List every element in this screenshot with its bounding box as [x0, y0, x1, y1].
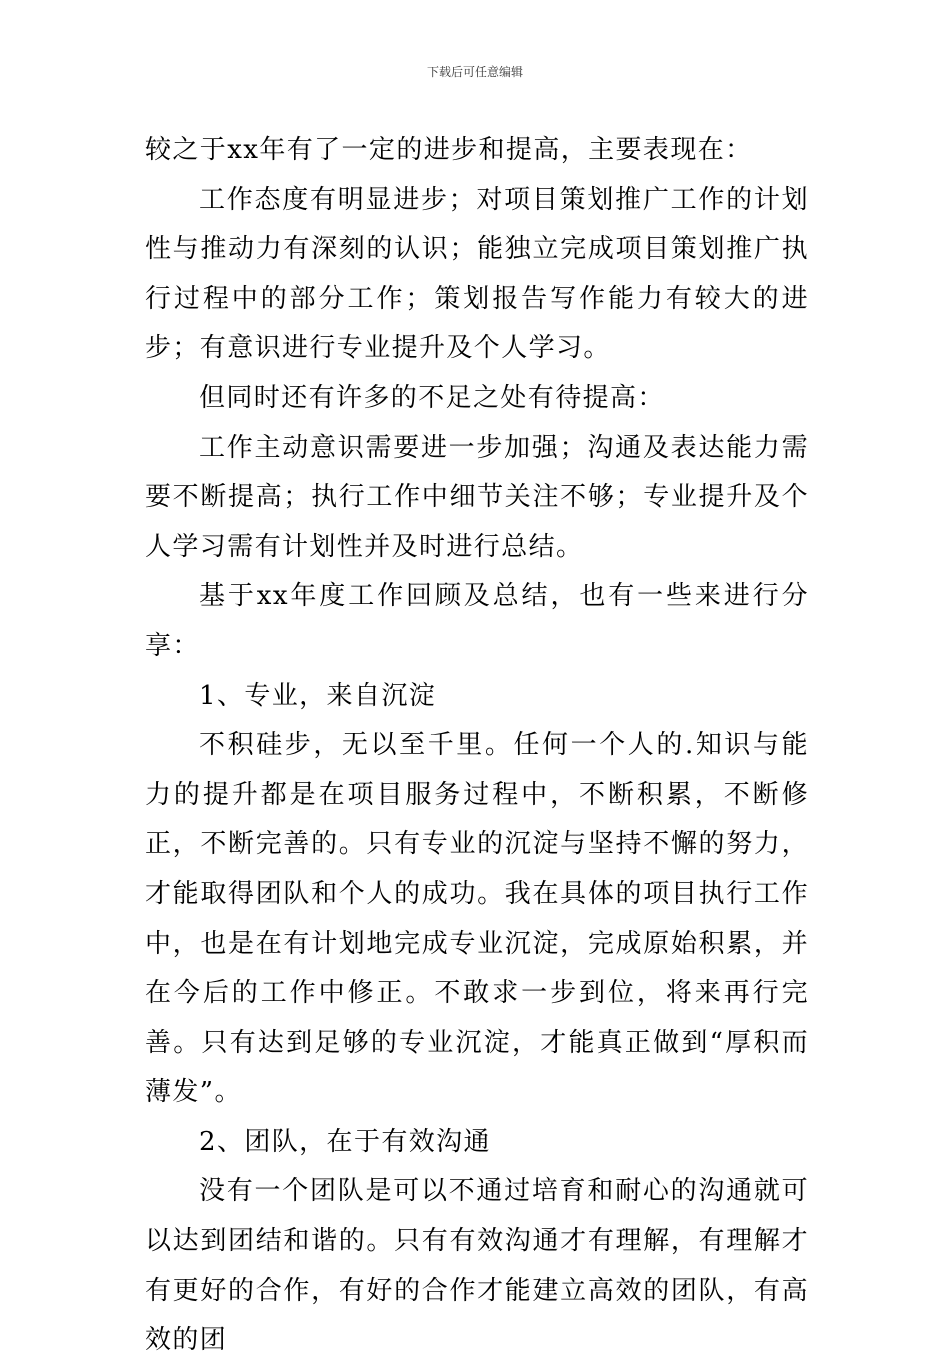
paragraph-shortcomings: 工作主动意识需要进一步加强；沟通及表达能力需要不断提高；执行工作中细节关注不够；专业提升及个人学习需有计划性并及时进行总结。 [145, 432, 809, 562]
page-header: 下载后可任意编辑 [426, 65, 523, 79]
section-heading-professional: 1、专业，来自沉淀 [199, 680, 437, 711]
paragraph-professional: 不积硅步，无以至千里。任何一个人的.知识与能力的提升都是在项目服务过程中，不断积累，不断修正，不断完善的。只有专业的沉淀与坚持不懈的努力，才能取得团队和个人的成功。我在具体的项目执行工作中，也是在有计划地完成专业沉淀，完成原始积累，并在今后的工作中修正。不敢求一步到位，将来再行完善。只有达到足够的专业沉淀，才能真正做到“厚积而薄发”。 [145, 730, 809, 1108]
document-body [145, 126, 809, 1366]
section-heading-team: 2、团队，在于有效沟通 [199, 1126, 491, 1157]
paragraph-sharing-intro: 基于xx年度工作回顾及总结，也有一些来进行分享： [145, 581, 809, 661]
paragraph-achievements: 工作态度有明显进步；对项目策划推广工作的计划性与推动力有深刻的认识；能独立完成项目策划推广执行过程中的部分工作；策划报告写作能力有较大的进步；有意识进行专业提升及个人学习。 [145, 184, 809, 364]
paragraph-shortcomings-intro: 但同时还有许多的不足之处有待提高： [199, 382, 665, 413]
paragraph-progress-intro: 较之于xx年有了一定的进步和提高，主要表现在： [145, 135, 753, 165]
paragraph-team: 没有一个团队是可以不通过培育和耐心的沟通就可以达到团结和谐的。只有有效沟通才有理解，有理解才有更好的合作，有好的合作才能建立高效的团队，有高效的团 [145, 1176, 809, 1356]
